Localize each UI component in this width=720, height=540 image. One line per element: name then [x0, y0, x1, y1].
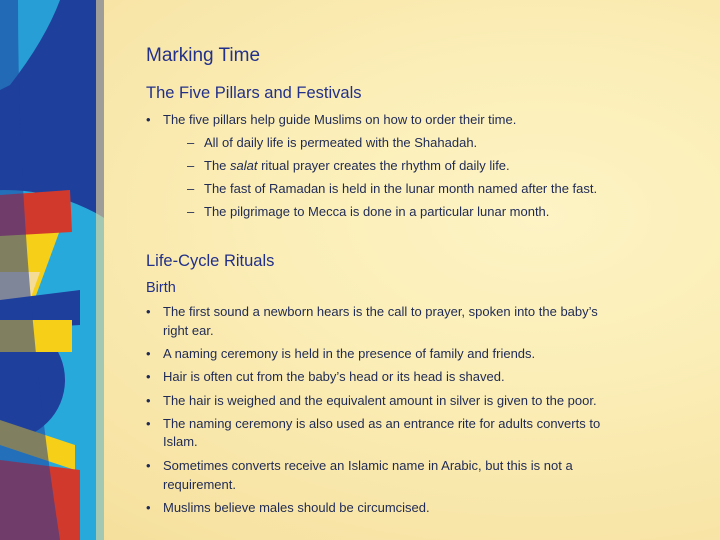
birth-item: [146, 304, 598, 319]
pillars-intro-bullet: [146, 112, 516, 127]
birth-item-text: The naming ceremony is also used as an entrance rite for adults converts to: [163, 416, 601, 431]
pillar-item: [187, 204, 549, 219]
birth-item-text: A naming ceremony is held in the presence of family and friends.: [163, 346, 536, 361]
pillar-item: [187, 135, 477, 150]
birth-item-text: The hair is weighed and the equivalent amount in silver is given to the poor.: [163, 393, 597, 408]
birth-item: [146, 346, 535, 361]
section-title-life-cycle: Life-Cycle Rituals: [146, 252, 275, 270]
bullet-dot: •: [146, 346, 151, 361]
pillar-item: [187, 181, 597, 196]
dash-marker: –: [187, 181, 195, 196]
birth-item-text: The first sound a newborn hears is the call to prayer, spoken into the baby’s: [163, 304, 598, 319]
bullet-dot: •: [146, 369, 151, 384]
birth-item-continuation: requirement.: [163, 477, 236, 492]
pillar-item: [187, 158, 510, 173]
pillar-text: All of daily life is permeated with the Shahadah.: [204, 135, 478, 150]
birth-item-text: Hair is often cut from the baby’s head or its head is shaved.: [163, 369, 505, 384]
bullet-dot: •: [146, 416, 151, 431]
birth-item: [146, 393, 597, 408]
bullet-dot: •: [146, 500, 151, 515]
slide-title: Marking Time: [146, 45, 261, 66]
subtitle-five-pillars: The Five Pillars and Festivals: [146, 84, 362, 102]
birth-item-continuation: Islam.: [163, 434, 198, 449]
heading-birth: Birth: [146, 280, 176, 296]
pillar-text-pre: The: [204, 158, 231, 173]
sidebar-edge: [96, 0, 104, 540]
decorative-sidebar: [0, 0, 104, 540]
dash-marker: –: [187, 204, 195, 219]
bullet-dot: •: [146, 393, 151, 408]
birth-item-continuation: right ear.: [163, 323, 214, 338]
dash-marker: –: [187, 135, 195, 150]
birth-item: [146, 416, 600, 431]
pillars-intro-text: The five pillars help guide Muslims on how to order their time.: [163, 112, 517, 127]
birth-item: [146, 369, 505, 384]
pillar-text: The pilgrimage to Mecca is done in a particular lunar month.: [204, 204, 550, 219]
birth-item-text: Muslims believe males should be circumcised.: [163, 500, 430, 515]
birth-item-text: Sometimes converts receive an Islamic name in Arabic, but this is not a: [163, 458, 573, 473]
pillar-text-italic: salat: [230, 158, 258, 173]
birth-item: [146, 500, 430, 515]
bullet-dot: •: [146, 304, 151, 319]
pillar-text: The fast of Ramadan is held in the lunar month named after the fast.: [204, 181, 598, 196]
pillar-text-post: ritual prayer creates the rhythm of daily life.: [257, 158, 510, 173]
birth-item: [146, 458, 573, 473]
dash-marker: –: [187, 158, 195, 173]
bullet-dot: •: [146, 112, 151, 127]
bullet-dot: •: [146, 458, 151, 473]
